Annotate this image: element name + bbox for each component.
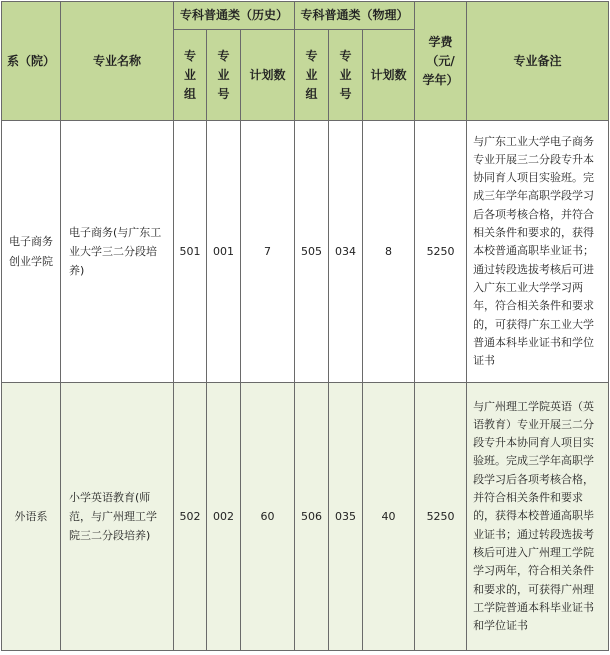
cell-major: 电子商务(与广东工业大学三二分段培养) (61, 121, 174, 383)
cell-hist-group: 501 (174, 121, 207, 383)
table-row (2, 383, 609, 651)
enrollment-table (1, 1, 609, 651)
cell-phys-code: 035 (329, 383, 363, 651)
cell-tuition: 5250 (415, 383, 467, 651)
cell-phys-plan: 40 (363, 383, 415, 651)
cell-phys-group: 505 (295, 121, 329, 383)
cell-tuition: 5250 (415, 121, 467, 383)
header-phys-plan: 计划数 (363, 30, 415, 121)
cell-hist-code: 001 (207, 121, 241, 383)
header-major: 专业名称 (61, 2, 174, 121)
cell-remark: 与广州理工学院英语（英语教育）专业开展三二分段专升本协同育人项目实验班。完成三学年高职学段学习后各项考核合格，并符合相关条件和要求的，获得本校普通高职毕业证书；通过转段选拔考核后可进入广州理工学院学习两年，符合相关条件和要求的，可获得广州理工学院普通本科毕业证书和学位证书 (467, 383, 609, 651)
header-dept: 系（院） (2, 2, 61, 121)
header-tuition: 学费（元/学年） (415, 2, 467, 121)
header-hist-plan: 计划数 (241, 30, 295, 121)
header-phys-code: 专业号 (329, 30, 363, 121)
cell-phys-code: 034 (329, 121, 363, 383)
cell-hist-plan: 7 (241, 121, 295, 383)
cell-hist-group: 502 (174, 383, 207, 651)
cell-major: 小学英语教育(师范，与广州理工学院三二分段培养) (61, 383, 174, 651)
table-row (2, 121, 609, 383)
header-hist-group: 专业组 (174, 30, 207, 121)
cell-dept: 外语系 (2, 383, 61, 651)
header-hist-code: 专业号 (207, 30, 241, 121)
cell-dept: 电子商务创业学院 (2, 121, 61, 383)
cell-hist-plan: 60 (241, 383, 295, 651)
header-group-history: 专科普通类（历史） (174, 2, 295, 30)
header-remark: 专业备注 (467, 2, 609, 121)
cell-phys-plan: 8 (363, 121, 415, 383)
cell-hist-code: 002 (207, 383, 241, 651)
header-phys-group: 专业组 (295, 30, 329, 121)
cell-phys-group: 506 (295, 383, 329, 651)
header-group-physics: 专科普通类（物理） (295, 2, 415, 30)
cell-remark: 与广东工业大学电子商务专业开展三二分段专升本协同育人项目实验班。完成三年学年高职学段学习后各项考核合格，并符合相关条件和要求的，获得本校普通高职毕业证书；通过转段选拔考核后可进入广东工业大学学习两年，符合相关条件和要求的，可获得广东工业大学普通本科毕业证书和学位证书 (467, 121, 609, 383)
